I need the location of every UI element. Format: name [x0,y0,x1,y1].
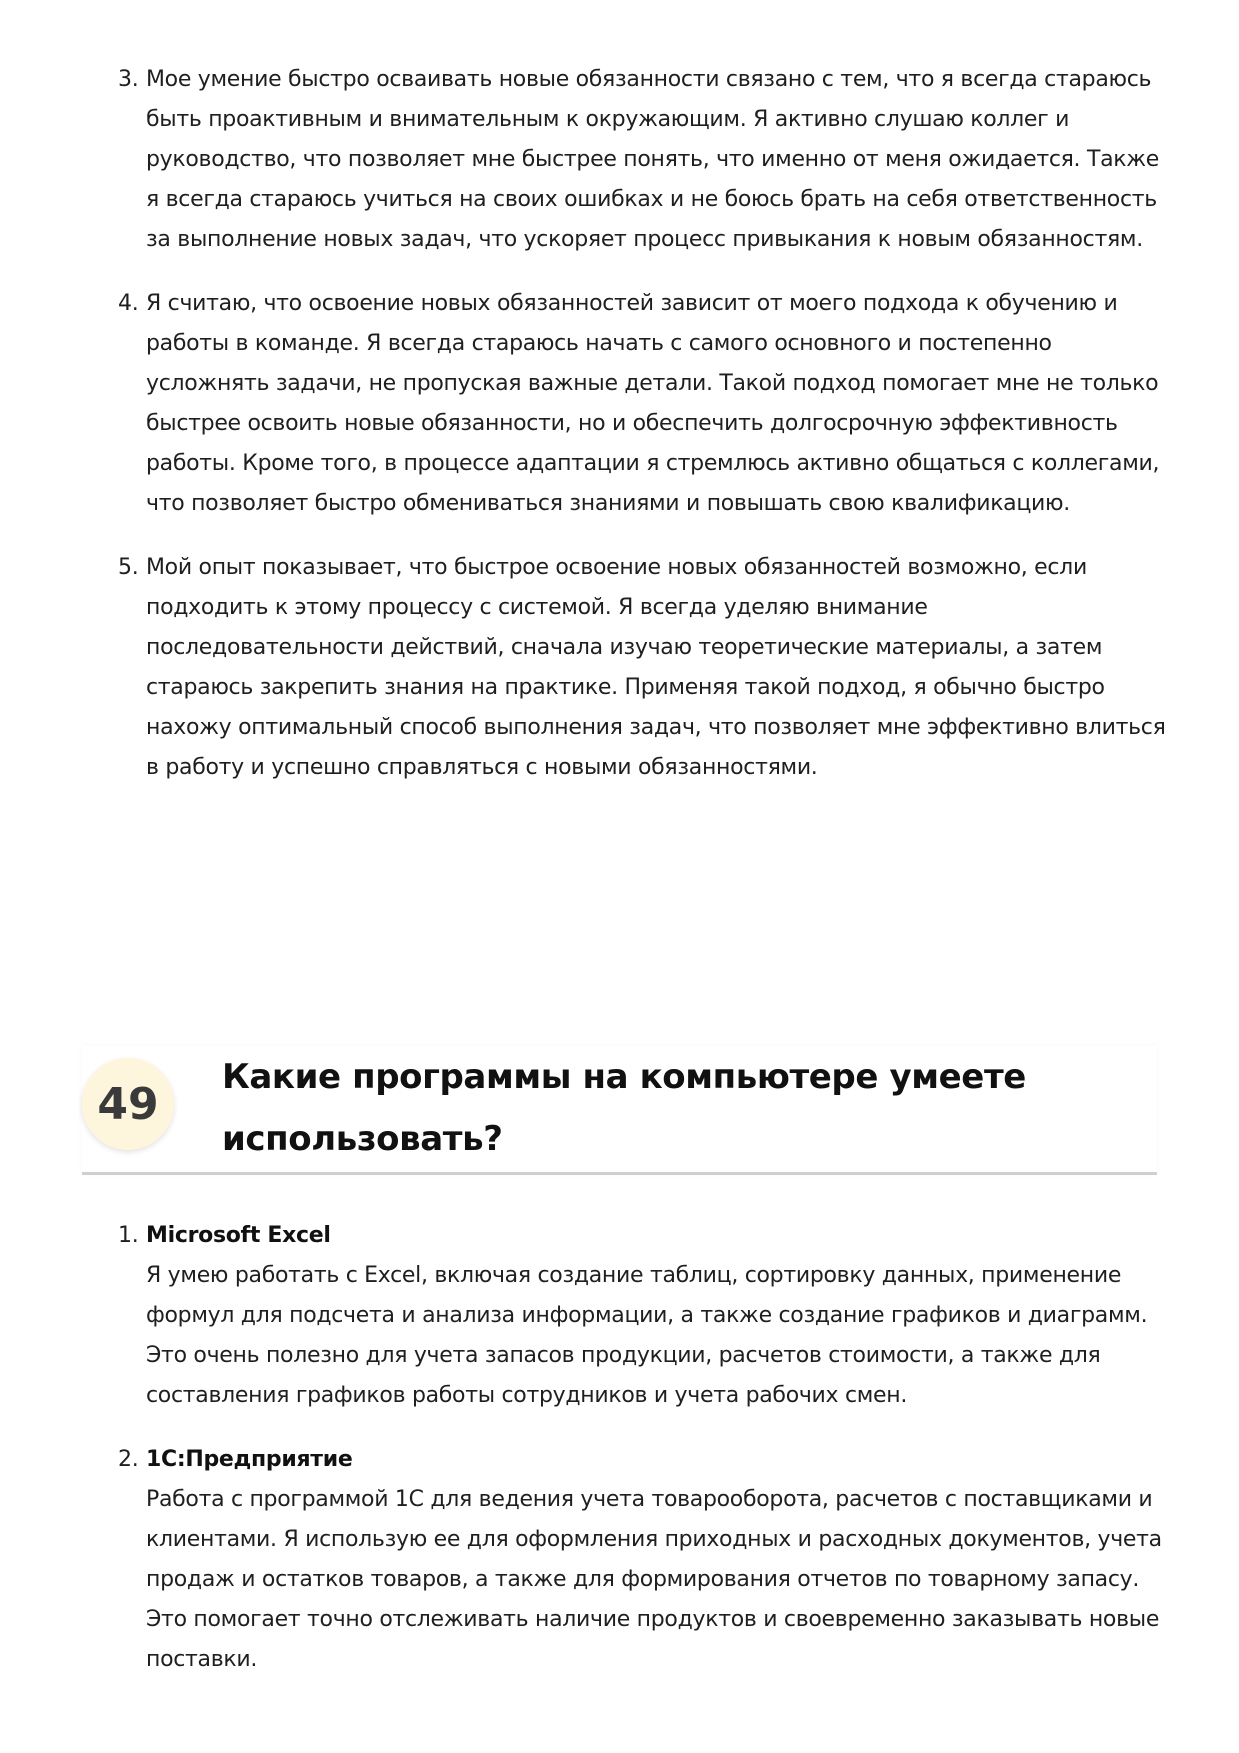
list-number: 3. [118,67,139,92]
answer-text: Мой опыт показывает, что быстрое освоение новых обязанностей возможно, если подходить к этому процессу с системой. Я всегда уделяю внимание последовательности действий, сначала изучаю теоретические материалы, а затем стараюсь закрепить знания на практике. Применяя такой подход, я обычно быстро нахожу оптимальный способ выполнения задач, что позволяет мне эффективно влиться в работу и успешно справляться с новыми обязанностями. [146,555,1166,780]
program-title: Microsoft Excel [146,1223,331,1248]
program-title: 1С:Предприятие [146,1447,353,1472]
list-item [118,548,1170,788]
list-number: 5. [118,555,139,580]
previous-answers-list [118,60,1170,812]
question-title: Какие программы на компьютере умеете использовать? [222,1057,1026,1159]
list-item [118,1216,1170,1416]
program-description: Я умею работать с Excel, включая создание таблиц, сортировку данных, применение формул для подсчета и анализа информации, а также создание графиков и диаграмм. Это очень полезно для учета запасов продукции, расчетов стоимости, а также для составления графиков работы сотрудников и учета рабочих смен. [146,1263,1148,1408]
answer-text: Мое умение быстро осваивать новые обязанности связано с тем, что я всегда стараюсь быть проактивным и внимательным к окружающим. Я активно слушаю коллег и руководство, что позволяет мне быстрее понять, что именно от меня ожидается. Также я всегда стараюсь учиться на своих ошибках и не боюсь брать на себя ответственность за выполнение новых задач, что ускоряет процесс привыкания к новым обязанностям. [146,67,1160,252]
programs-list [118,1216,1170,1704]
question-number-badge: 49 [82,1058,174,1150]
answer-text: Я считаю, что освоение новых обязанностей зависит от моего подхода к обучению и работы в команде. Я всегда стараюсь начать с самого основного и постепенно усложнять задачи, не пропуская важные детали. Такой подход помогает мне не только быстрее освоить новые обязанности, но и обеспечить долгосрочную эффективность работы. Кроме того, в процессе адаптации я стремлюсь активно общаться с коллегами, что позволяет быстро обмениваться знаниями и повышать свою квалификацию. [146,291,1160,516]
list-number: 4. [118,291,139,316]
list-item [118,60,1170,260]
question-header [82,1046,1157,1175]
program-description: Работа с программой 1С для ведения учета товарооборота, расчетов с поставщиками и клиентами. Я использую ее для оформления приходных и расходных документов, учета продаж и остатков товаров, а также для формирования отчетов по товарному запасу. Это помогает точно отслеживать наличие продуктов и своевременно заказывать новые поставки. [146,1487,1162,1672]
list-number: 1. [118,1223,139,1248]
list-number: 2. [118,1447,139,1472]
list-item [118,284,1170,524]
list-item [118,1440,1170,1680]
